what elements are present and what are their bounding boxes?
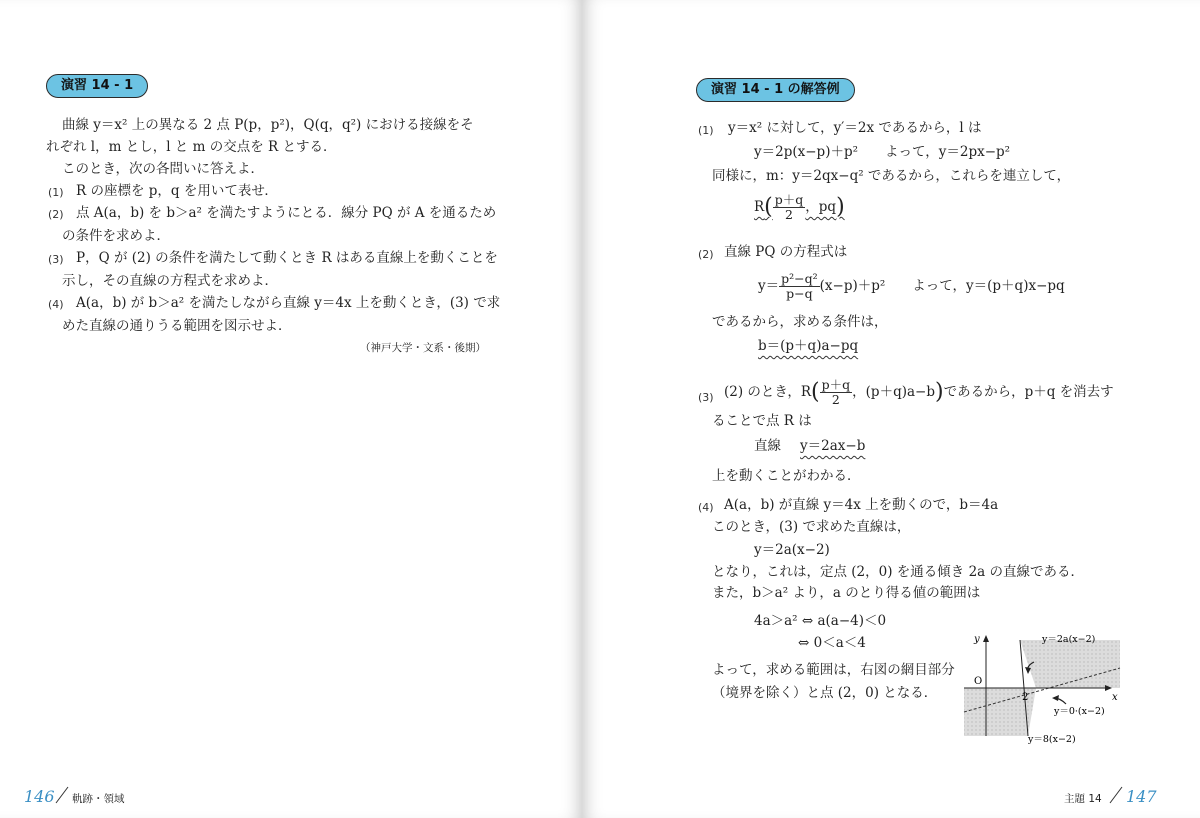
x-axis-label: x [1112, 692, 1118, 703]
answer-2-equation [758, 270, 1065, 302]
question-4-text-2: めた直線の通りうる範囲を図示せよ． [62, 318, 292, 334]
question-2-text-1: 点 A(a，b) を b＞a² を満たすようにとる．線分 PQ が A を通るため [76, 205, 497, 221]
answer-3-post: であるから，p＋q を消去す [943, 384, 1114, 400]
exercise-badge: 演習 14 - 1 [46, 74, 148, 98]
answer-1-line-1: y＝x² に対して，y′＝2x であるから，l は [728, 120, 982, 136]
right-paren: ) [934, 379, 944, 405]
chapter-title-right: 主題 14 [1064, 793, 1102, 805]
question-2-number: (2) [48, 208, 64, 221]
answer-2-rhs: (x−p)＋p² よって，y＝(p＋q)x−pq [819, 278, 1065, 294]
answer-4-line-8: よって，求める範囲は，右図の網目部分 [712, 662, 955, 678]
answer-3-line-4: 上を動くことがわかる． [712, 468, 861, 484]
question-2-text-2: の条件を求めよ． [62, 228, 170, 244]
answer-3-line-2: ることで点 R は [712, 413, 812, 429]
answer-4-line-6: 4a＞a² ⇔ a(a−4)＜0 [754, 613, 887, 629]
answer-1-line-2: y＝2p(x−p)＋p² よって，y＝2px−p² [754, 144, 1011, 160]
answer-1-tail: ，pq [805, 199, 837, 215]
problem-line-1: 曲線 y＝x² 上の異なる 2 点 P(p，p²)，Q(q，q²) における接線をそ [62, 117, 474, 133]
answer-3-label: 直線 [754, 438, 781, 454]
answer-1-result-expression [754, 192, 845, 222]
answer-3-mid: ，(p＋q)a−b [852, 384, 935, 400]
left-page [0, 0, 582, 818]
answer-1-R: R [754, 199, 765, 215]
graph-label-top: y＝2a(x−2) [1042, 634, 1096, 645]
graph-label-bottom: y＝8(x−2) [1028, 734, 1076, 744]
question-1-number: (1) [48, 186, 64, 199]
answer-4-line-1: A(a，b) が直線 y＝4x 上を動くので，b＝4a [724, 497, 999, 513]
answer-1-fraction-numerator: p＋q [774, 192, 804, 207]
answer-2-fraction-numerator: p²−q² [781, 271, 818, 286]
answer-2-lhs: y＝ [758, 278, 780, 294]
answer-2-fraction-denominator: p−q [786, 286, 813, 301]
answer-4-line-5: また，b＞a² より，a のとり得る値の範囲は [712, 585, 981, 601]
answer-2-line-3: であるから，求める条件は， [712, 314, 888, 330]
answer-2-result: b＝(p＋q)a−pq [758, 338, 859, 354]
answer-1-line-3: 同様に，m：y＝2qx−q² であるから，これらを連立して， [712, 168, 1071, 184]
origin-label: O [974, 676, 983, 687]
answer-4-line-2: このとき，(3) で求めた直線は， [712, 519, 911, 535]
answer-4-line-3: y＝2a(x−2) [754, 542, 830, 558]
answer-3-pre: (2) のとき，R [724, 384, 812, 400]
question-3-text-1: P，Q が (2) の条件を満たして動くとき R はある直線上を動くことを [76, 250, 498, 266]
right-paren: ) [836, 194, 845, 220]
problem-line-3: このとき，次の各問いに答えよ． [62, 161, 264, 177]
answer-3-line-1 [724, 376, 1114, 409]
chapter-title-left: 軌跡・領域 [72, 793, 125, 805]
x-intercept-label: 2 [1022, 692, 1029, 703]
region-graph [962, 632, 1122, 744]
answer-4-number: (4) [698, 501, 714, 514]
question-4-text-1: A(a，b) が b＞a² を満たしながら直線 y＝4x 上を動くとき，(3) で求 [76, 295, 501, 311]
answer-3-fraction-numerator: p＋q [821, 377, 851, 392]
right-page [582, 0, 1200, 818]
answer-1-result [754, 192, 845, 223]
question-1-text: R の座標を p，q を用いて表せ． [76, 183, 278, 199]
y-axis-arrow-icon [983, 635, 989, 642]
arrowhead-top-icon [1025, 667, 1031, 674]
answer-3-number: (3) [698, 391, 714, 404]
upper-shaded-region [1020, 640, 1120, 688]
answer-1-fraction [773, 193, 806, 222]
arrowhead-bottom-icon [1052, 695, 1059, 701]
question-3-number: (3) [48, 253, 64, 266]
answer-2-number: (2) [698, 248, 714, 261]
answer-2-line-1: 直線 PQ の方程式は [724, 244, 848, 260]
page-number-left: 146 [24, 787, 55, 806]
y-axis-label: y [974, 634, 980, 645]
solution-badge: 演習 14 - 1 の解答例 [696, 78, 855, 102]
slash-divider-icon [1108, 786, 1124, 804]
answer-4-line-7: ⇔ 0＜a＜4 [798, 635, 866, 651]
answer-4-line-4: となり，これは，定点 (2，0) を通る傾き 2a の直線である． [712, 564, 1085, 580]
answer-1-number: (1) [698, 124, 714, 137]
page-number-right: 147 [1126, 787, 1157, 806]
slash-divider-icon [54, 786, 70, 804]
answer-2-fraction [779, 272, 820, 301]
answer-3-fraction-denominator: 2 [831, 392, 840, 407]
question-4-number: (4) [48, 298, 64, 311]
problem-line-2: れぞれ l，m とし，l と m の交点を R とする． [46, 139, 337, 155]
answer-1-fraction-denominator: 2 [785, 207, 793, 222]
left-paren: ( [811, 379, 820, 405]
problem-source: （神戸大学・文系・後期） [360, 342, 486, 354]
left-paren: ( [764, 194, 773, 220]
graph-label-mid: y＝0·(x−2) [1054, 706, 1105, 717]
answer-4-line-9: （境界を除く）と点 (2，0) となる． [712, 685, 938, 701]
answer-3-result: y＝2ax−b [800, 438, 866, 454]
question-3-text-2: 示し，その直線の方程式を求めよ． [62, 273, 278, 289]
answer-3-fraction [820, 378, 853, 407]
